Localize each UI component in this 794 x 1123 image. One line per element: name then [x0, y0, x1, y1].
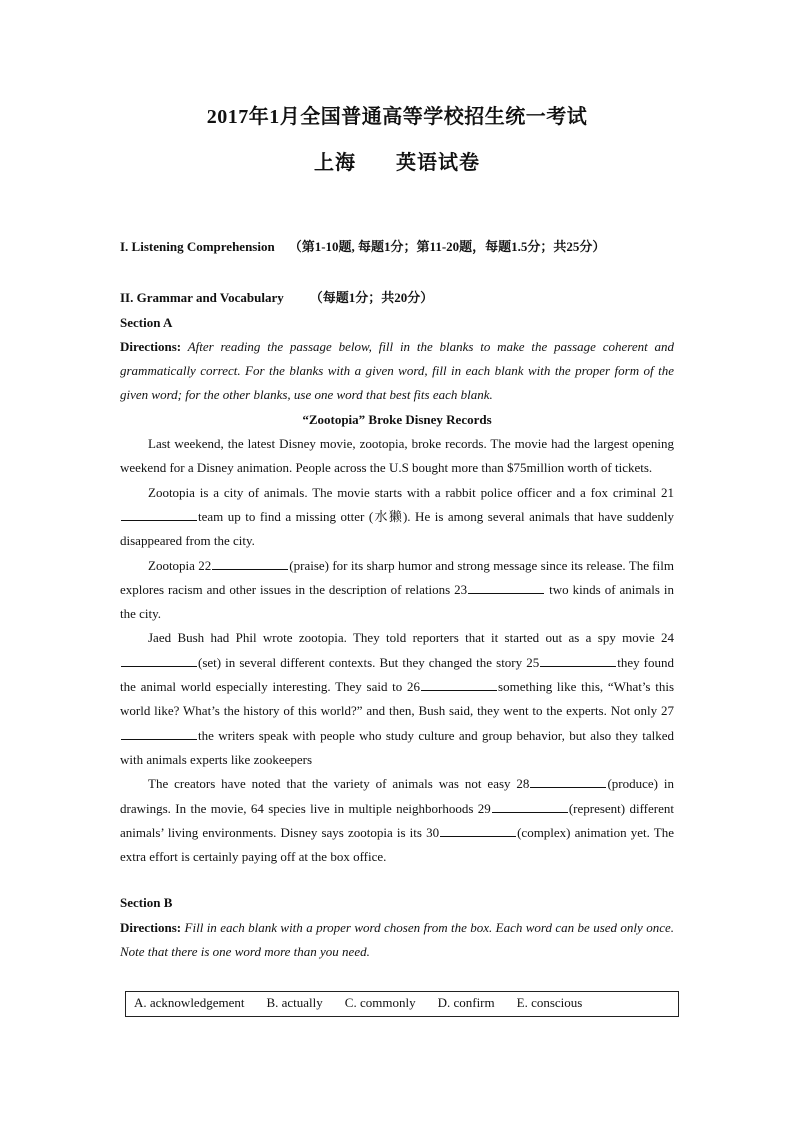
subtitle-subject: 英语试卷: [396, 152, 480, 174]
passage-paragraph-4: Jaed Bush had Phil wrote zootopia. They told reporters that it started out as a spy movie 24(set) in several different contexts. But they changed the story 25 they found the animal world especially interesting. They said to 26 something like this, “What’s this world like? What’s the history of this world?” and then, Bush said, they went to the experts. Not only 27the writers speak with people who study culture and group behavior, but also they talked with animals experts like zookeepers: [120, 630, 675, 767]
section-a-directions: [120, 335, 674, 408]
word-bank-box: [125, 991, 679, 1017]
directions-text: After reading the passage below, fill in the blanks to make the passage coherent and grammatically correct. For the blanks with a given word, fill in each blank with the proper form of the given word; for the other blanks, use one word that best fits each blank.: [120, 338, 674, 403]
word-option: E. conscious: [516, 995, 583, 1010]
blank-25[interactable]: [540, 653, 616, 667]
blank-22[interactable]: [212, 556, 288, 570]
section-b-directions: [120, 916, 674, 965]
directions-text: Fill in each blank with a proper word chosen from the box. Each word can be used only once. Note that there is one word more than you need.: [120, 919, 674, 960]
word-option: B. actually: [266, 995, 323, 1010]
blank-28[interactable]: [530, 774, 606, 788]
word-option: A. acknowledgement: [134, 995, 245, 1010]
exam-content: [120, 235, 674, 964]
blank-24[interactable]: [121, 653, 197, 667]
section-a-heading: Section A: [120, 314, 173, 330]
part1-score-note: （第1-10题, 每题1分；第11-20题，每题1.5分；共25分）: [288, 239, 606, 254]
part1-title: I. Listening Comprehension: [120, 239, 275, 254]
directions-label: Directions:: [120, 338, 182, 354]
blank-29[interactable]: [492, 799, 568, 813]
part2-title: II. Grammar and Vocabulary: [120, 290, 284, 306]
passage-title: “Zootopia” Broke Disney Records: [302, 411, 492, 427]
word-option: C. commonly: [344, 995, 416, 1010]
exam-title: 2017年1月全国普通高等学校招生统一考试: [206, 106, 588, 128]
part1-heading: [120, 235, 674, 259]
blank-21[interactable]: [121, 507, 197, 521]
section-b-heading: Section B: [120, 895, 173, 911]
passage-paragraph-2: Zootopia is a city of animals. The movie starts with a rabbit police officer and a fox criminal 21team up to find a missing otter (水獭). He is among several animals that have suddenly disappeared from the city.: [120, 484, 674, 549]
passage-paragraph-3: Zootopia 22 (praise) for its sharp humor and strong message since its release. The film explores racism and other issues in the description of relations 23 two kinds of animals in the city.: [120, 557, 675, 622]
passage-paragraph-1: Last weekend, the latest Disney movie, zootopia, broke records. The movie had the largest opening weekend for a Disney animation. People across the U.S bought more than $75million worth of tickets.: [120, 436, 674, 476]
blank-30[interactable]: [440, 823, 516, 837]
passage-paragraph-5: The creators have noted that the variety of animals was not easy 28 (produce) in drawings. In the movie, 64 species live in multiple neighborhoods 29 (represent) different animals’ living environments. Disney says zootopia is its 30 (complex) animation yet. The extra effort is certainly paying off at the box office.: [120, 776, 674, 865]
directions-label: Directions:: [120, 919, 182, 935]
part2-heading: [120, 286, 674, 310]
subtitle-region: 上海: [314, 152, 356, 174]
blank-26[interactable]: [421, 677, 497, 691]
word-option: D. confirm: [437, 995, 495, 1010]
exam-subtitle: [0, 146, 794, 175]
blank-23[interactable]: [468, 580, 544, 594]
part2-score-note: （每题1分；共20分）: [309, 290, 434, 306]
blank-27[interactable]: [121, 726, 197, 740]
